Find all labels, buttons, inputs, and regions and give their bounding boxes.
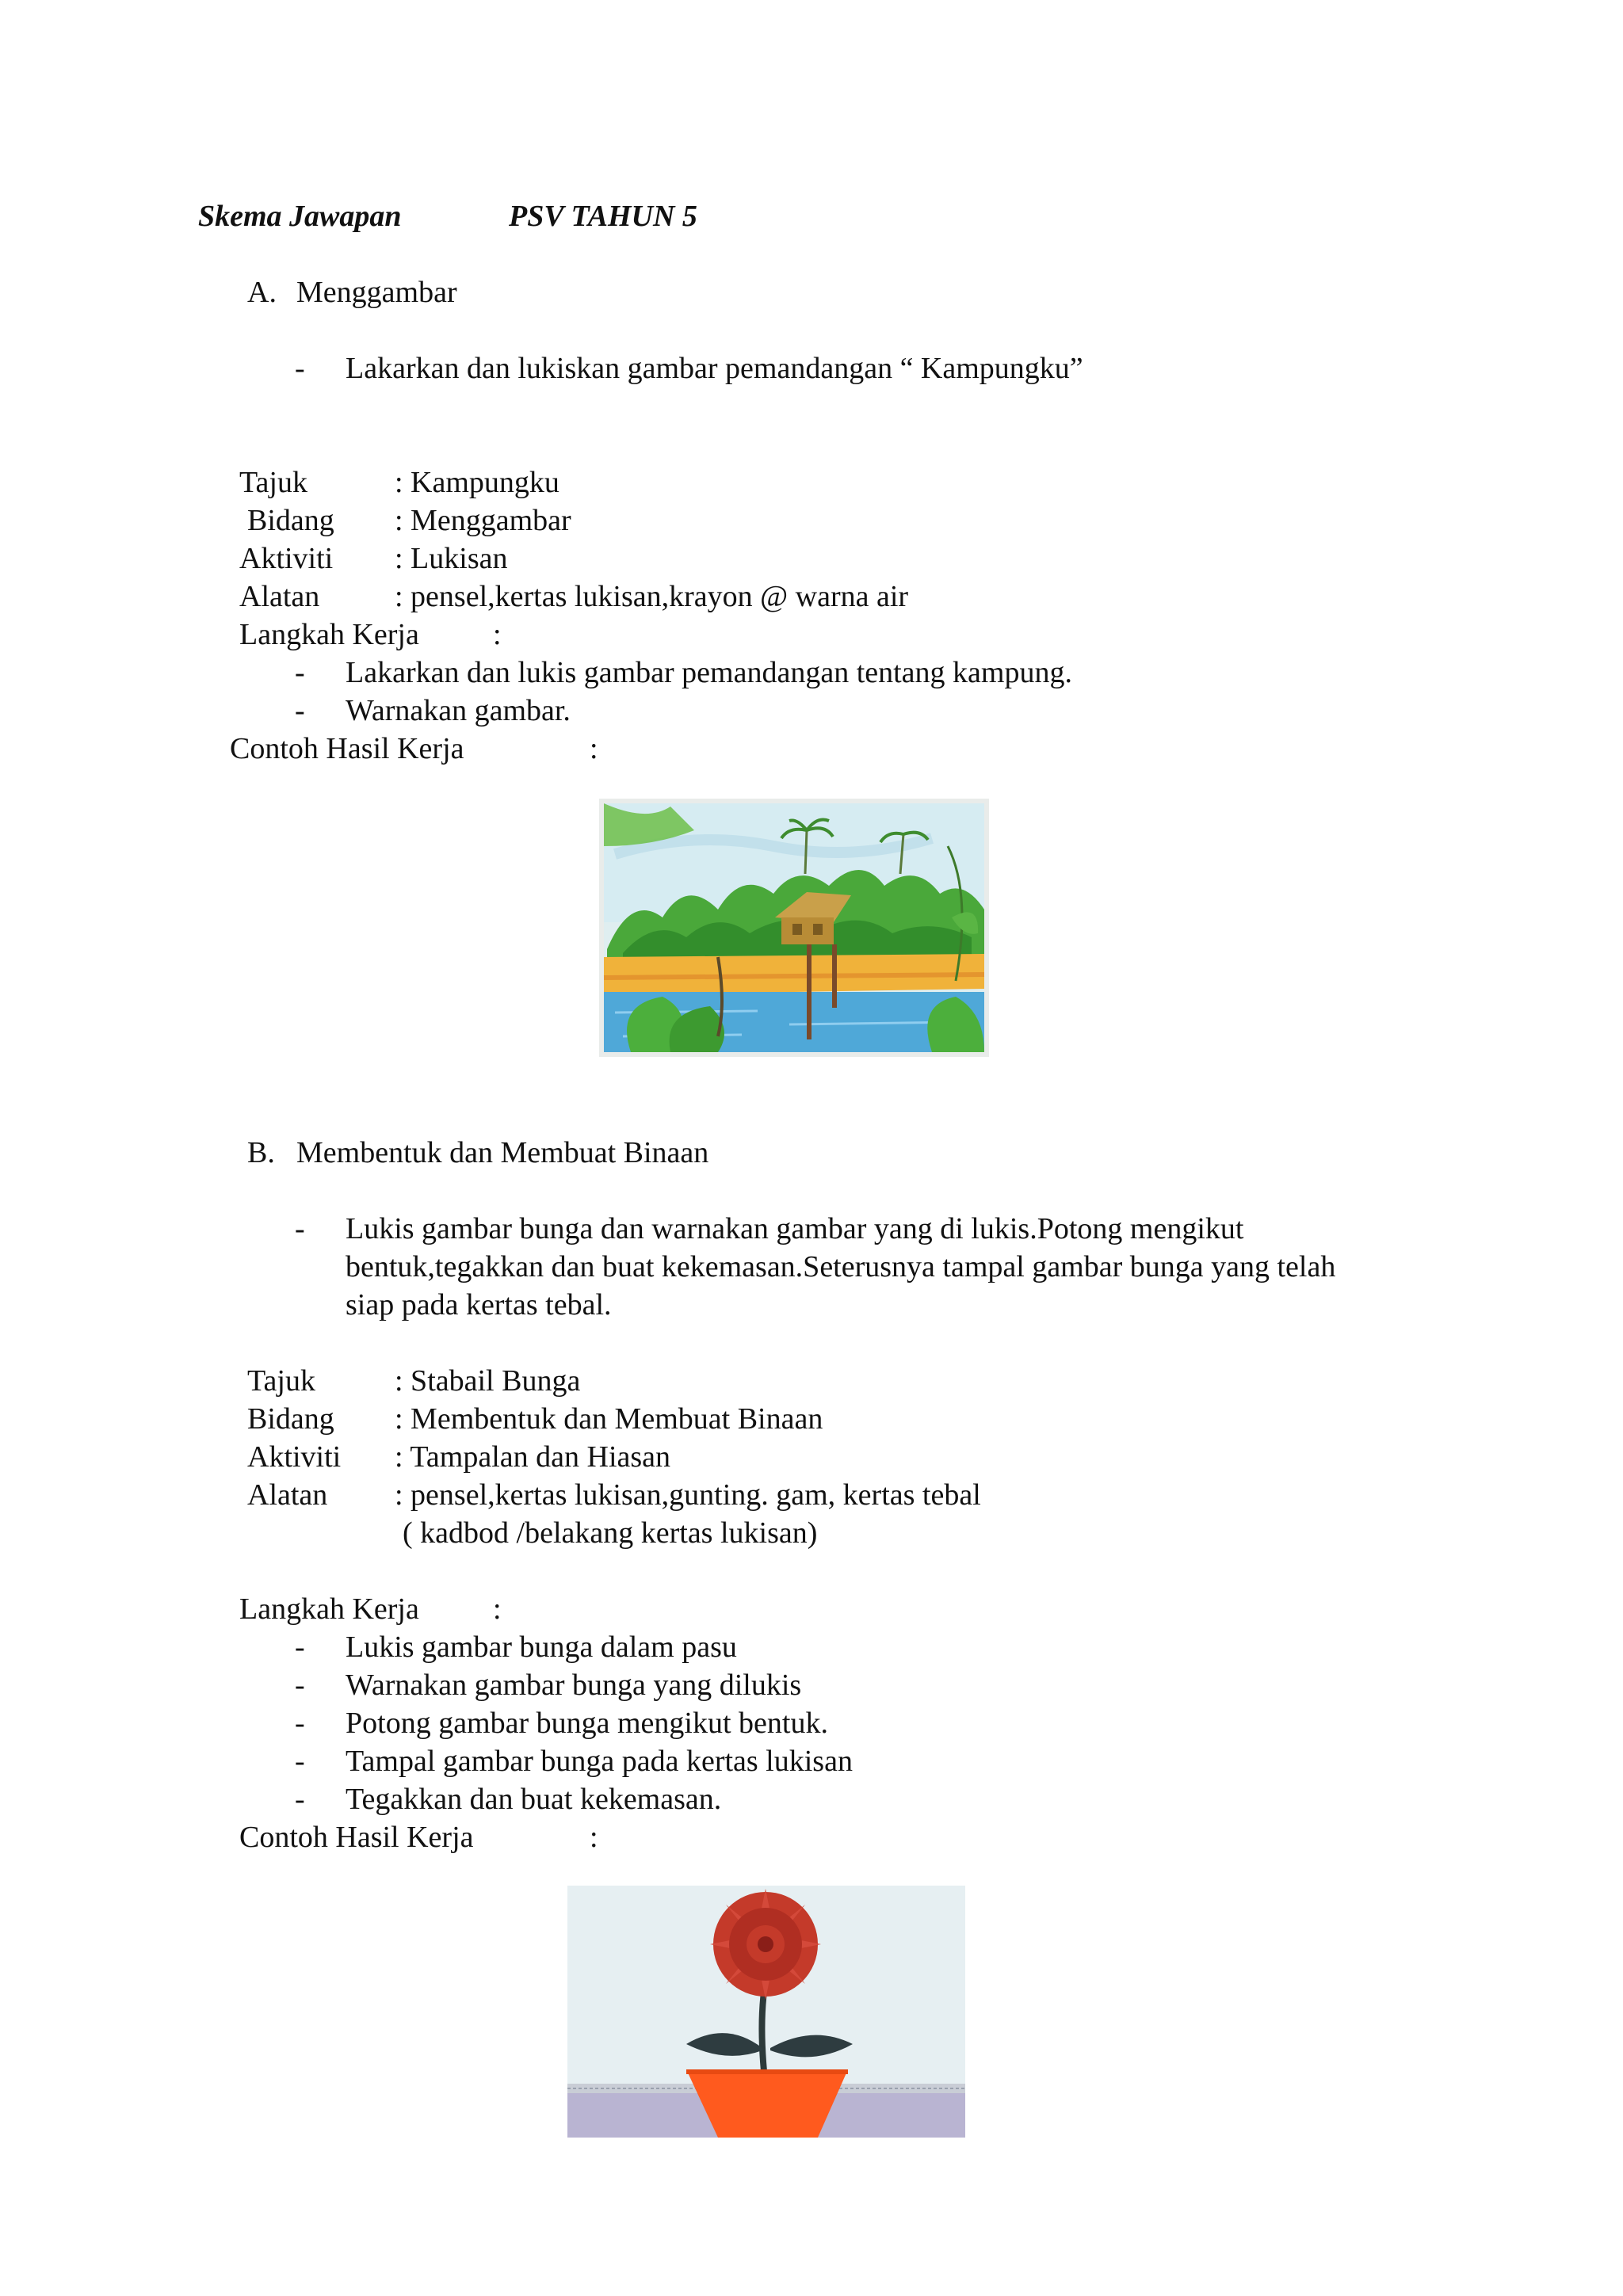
a-step-2: Warnakan gambar. (346, 694, 571, 727)
b-step-dash: - (295, 1707, 305, 1740)
a-step-1: Lakarkan dan lukis gambar pemandangan tentang kampung. (346, 656, 1072, 689)
b-contoh-label: Contoh Hasil Kerja (239, 1821, 474, 1854)
b-step-4: Tampal gambar bunga pada kertas lukisan (346, 1745, 853, 1778)
b-tajuk-value: : Stabail Bunga (395, 1364, 581, 1398)
b-bidang-value: : Membentuk dan Membuat Binaan (395, 1402, 823, 1436)
b-step-dash: - (295, 1745, 305, 1778)
b-aktiviti-value: : Tampalan dan Hiasan (395, 1440, 671, 1474)
a-langkah-label: Langkah Kerja (239, 618, 419, 651)
b-langkah-colon: : (493, 1592, 502, 1626)
a-aktiviti-label: Aktiviti (239, 542, 334, 575)
section-a-dash: - (295, 352, 305, 385)
b-step-dash: - (295, 1630, 305, 1664)
a-bidang-value: : Menggambar (395, 504, 571, 537)
a-langkah-colon: : (493, 618, 502, 651)
b-contoh-colon: : (590, 1821, 598, 1854)
b-step-2: Warnakan gambar bunga yang dilukis (346, 1669, 802, 1702)
section-b-dash: - (295, 1212, 305, 1245)
a-aktiviti-value: : Lukisan (395, 542, 508, 575)
b-step-dash: - (295, 1669, 305, 1702)
a-step-dash: - (295, 656, 305, 689)
a-contoh-colon: : (590, 732, 598, 765)
section-b-instruction-1: Lukis gambar bunga dan warnakan gambar yang di lukis.Potong mengikut (346, 1212, 1244, 1245)
b-step-1: Lukis gambar bunga dalam pasu (346, 1630, 737, 1664)
b-langkah-label: Langkah Kerja (239, 1592, 419, 1626)
flower-stabile-picture (567, 1886, 965, 2138)
header-subject: PSV TAHUN 5 (509, 200, 697, 233)
header-title: Skema Jawapan (198, 200, 402, 233)
section-a-heading: Menggambar (296, 276, 457, 309)
kampung-painting (599, 799, 989, 1057)
section-b-letter: B. (247, 1136, 275, 1169)
a-contoh-label: Contoh Hasil Kerja (230, 732, 464, 765)
a-tajuk-label: Tajuk (239, 466, 307, 499)
b-alatan-value: : pensel,kertas lukisan,gunting. gam, kertas tebal (395, 1478, 981, 1512)
b-alatan-value-2: ( kadbod /belakang kertas lukisan) (403, 1516, 818, 1550)
b-aktiviti-label: Aktiviti (247, 1440, 342, 1474)
section-a-letter: A. (247, 276, 277, 309)
b-step-5: Tegakkan dan buat kekemasan. (346, 1783, 722, 1816)
a-step-dash: - (295, 694, 305, 727)
a-alatan-label: Alatan (239, 580, 320, 613)
section-b-instruction-2: bentuk,tegakkan dan buat kekemasan.Seterusnya tampal gambar bunga yang telah (346, 1250, 1336, 1283)
a-tajuk-value: : Kampungku (395, 466, 559, 499)
a-alatan-value: : pensel,kertas lukisan,krayon @ warna air (395, 580, 909, 613)
b-step-3: Potong gambar bunga mengikut bentuk. (346, 1707, 828, 1740)
b-step-dash: - (295, 1783, 305, 1816)
b-tajuk-label: Tajuk (247, 1364, 315, 1398)
b-bidang-label: Bidang (247, 1402, 334, 1436)
b-alatan-label: Alatan (247, 1478, 328, 1512)
section-a-instruction: Lakarkan dan lukiskan gambar pemandangan “ Kampungku” (346, 352, 1083, 385)
section-b-instruction-3: siap pada kertas tebal. (346, 1288, 612, 1322)
section-b-heading: Membentuk dan Membuat Binaan (296, 1136, 709, 1169)
a-bidang-label: Bidang (247, 504, 334, 537)
